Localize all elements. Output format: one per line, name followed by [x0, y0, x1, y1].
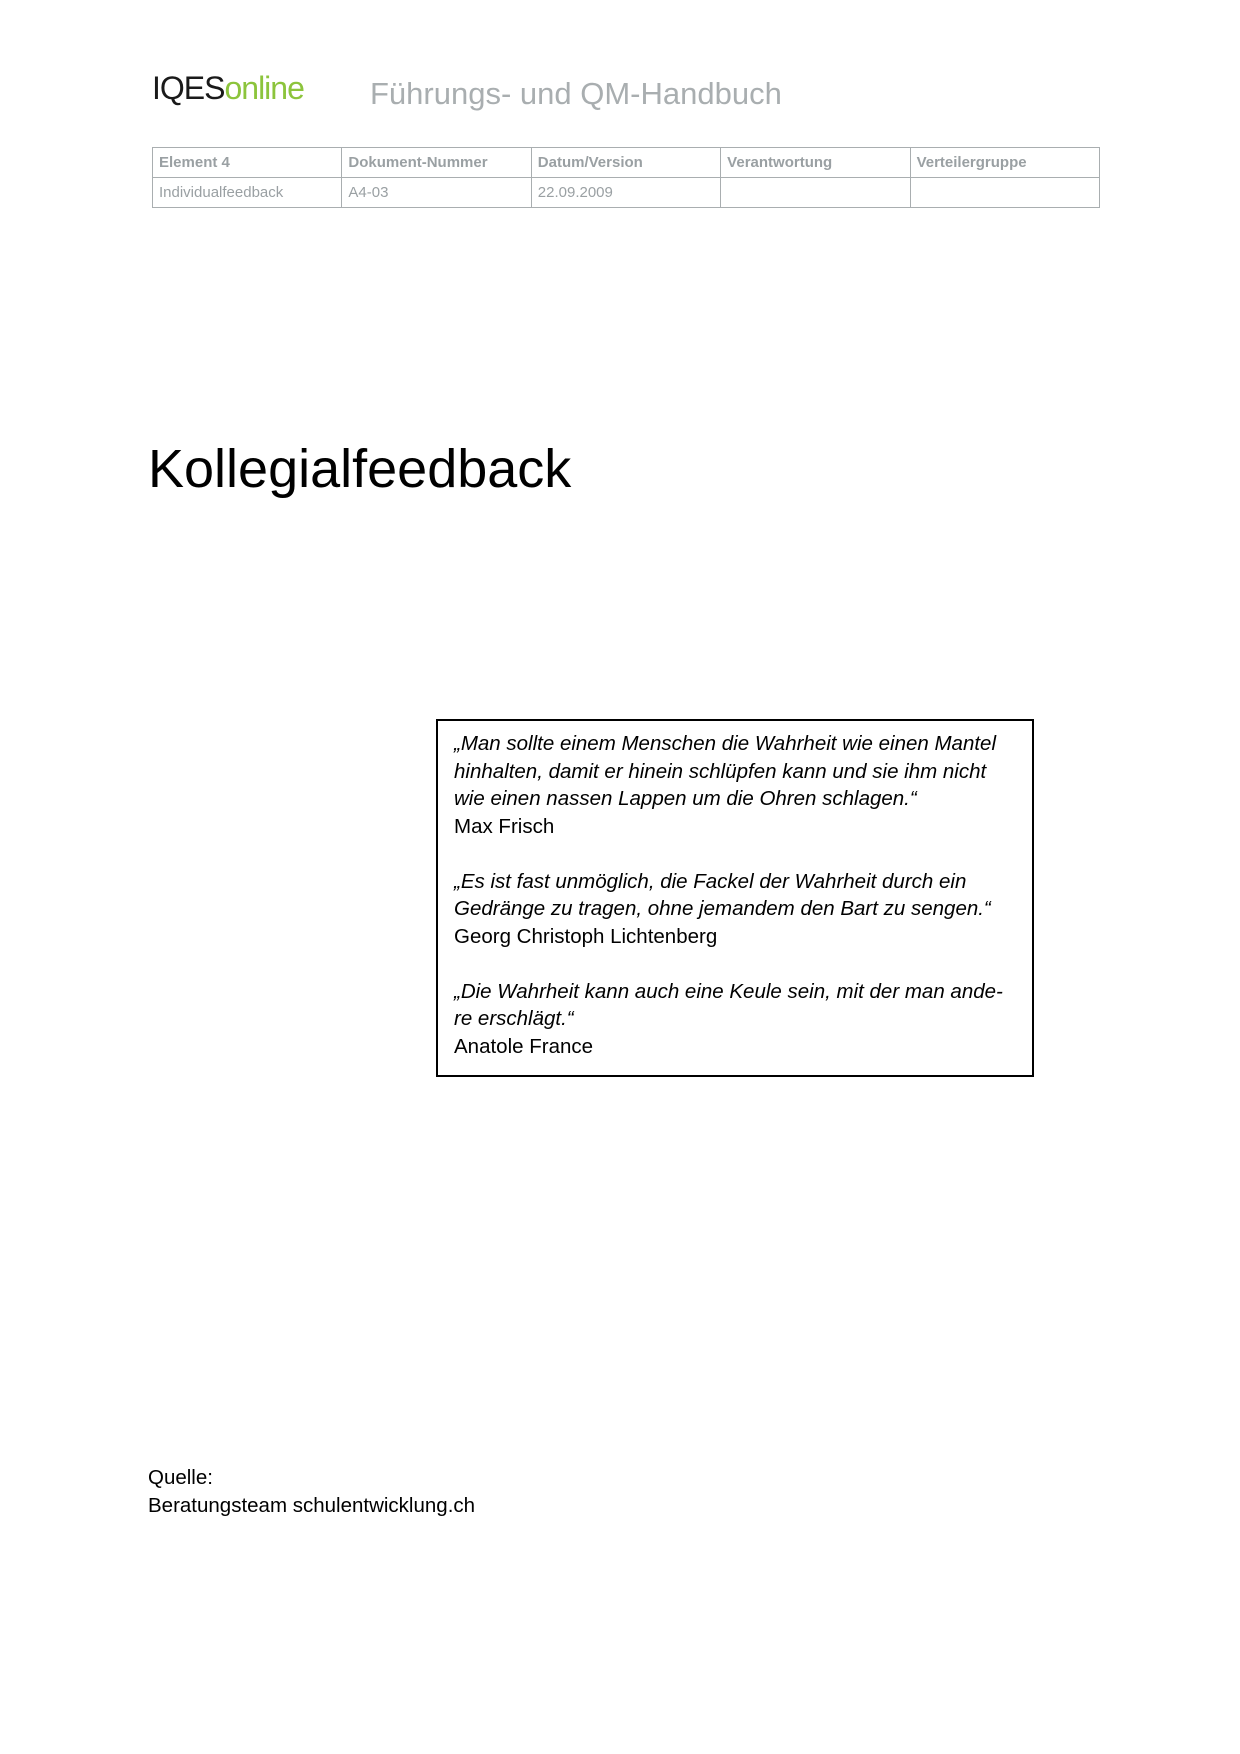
page-header — [152, 66, 1102, 122]
meta-header-cell: Element 4 — [153, 148, 342, 178]
quote-box — [436, 719, 1034, 1077]
quote-text: „Die Wahrheit kann auch eine Keule sein, mit der man ande- re erschlägt.“ — [454, 979, 1003, 1030]
page-title: Kollegialfeedback — [148, 439, 572, 499]
meta-value-row — [153, 178, 1100, 208]
meta-value-cell: 22.09.2009 — [531, 178, 720, 208]
quote-block — [454, 868, 1016, 951]
quote-block — [454, 730, 1016, 840]
meta-header-cell: Verteilergruppe — [910, 148, 1099, 178]
meta-header-cell: Dokument-Nummer — [342, 148, 531, 178]
meta-header-row — [153, 148, 1100, 178]
source-value: Beratungsteam schulentwicklung.ch — [148, 1493, 476, 1517]
handbook-title: Führungs- und QM-Handbuch — [370, 76, 782, 111]
meta-value-cell — [910, 178, 1099, 208]
logo-text-iqes: IQES — [152, 70, 225, 106]
logo-text-online: online — [224, 70, 304, 106]
meta-value-cell: Individualfeedback — [153, 178, 342, 208]
quote-text: „Es ist fast unmöglich, die Fackel der Wahrheit durch ein Gedränge zu tragen, ohne jemandem den Bart zu sengen.“ — [454, 869, 991, 920]
quote-author: Max Frisch — [454, 814, 555, 838]
meta-value-cell: A4-03 — [342, 178, 531, 208]
meta-header-cell: Datum/Version — [531, 148, 720, 178]
document-meta-table — [152, 147, 1100, 208]
meta-value-cell — [721, 178, 910, 208]
source-note — [148, 1464, 475, 1519]
quote-author: Georg Christoph Lichtenberg — [454, 924, 718, 948]
quote-author: Anatole France — [454, 1034, 594, 1058]
quote-block — [454, 978, 1016, 1061]
meta-header-cell: Verantwortung — [721, 148, 910, 178]
quote-text: „Man sollte einem Menschen die Wahrheit wie einen Mantel hinhalten, damit er hinein schlüpfen kann und sie ihm nicht wie einen nassen Lappen um die Ohren schlagen.“ — [454, 732, 997, 810]
source-label: Quelle: — [148, 1466, 213, 1489]
iqes-online-logo — [152, 72, 304, 104]
